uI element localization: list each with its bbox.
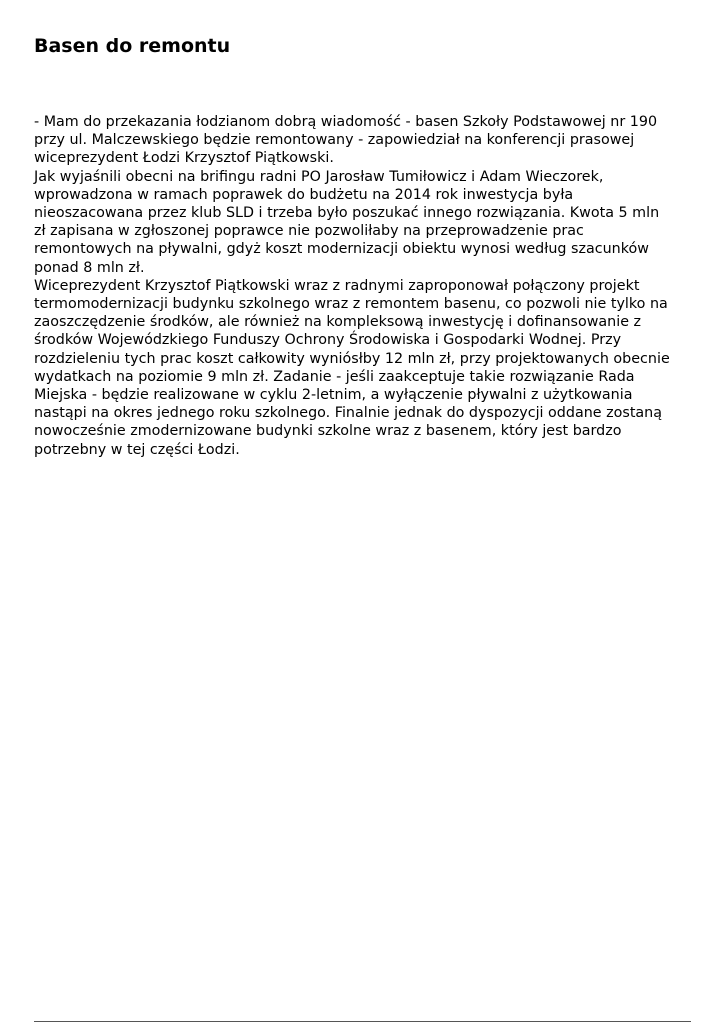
article-line: wprowadzona w ramach poprawek do budżetu na 2014 rok inwestycja była <box>34 186 574 203</box>
article-title: Basen do remontu <box>34 35 231 57</box>
article-line: potrzebny w tej części Łodzi. <box>34 441 240 458</box>
article-line: wydatkach na poziomie 9 mln zł. Zadanie - jeśli zaakceptuje takie rozwiązanie Rada <box>34 368 635 385</box>
article-line: nastąpi na okres jednego roku szkolnego. Finalnie jednak do dyspozycji oddane zostaną <box>34 405 663 422</box>
article-line: zaoszczędzenie środków, ale również na kompleksową inwestycję i dofinansowanie z <box>34 314 642 331</box>
article-line: Miejska - będzie realizowane w cyklu 2-letnim, a wyłączenie pływalni z użytkowania <box>34 387 633 404</box>
article-line: zł zapisana w zgłoszonej poprawce nie pozwoliłaby na przeprowadzenie prac <box>34 223 584 240</box>
article-line: wiceprezydent Łodzi Krzysztof Piątkowski. <box>34 150 334 167</box>
article-line: Jak wyjaśnili obecni na brifingu radni PO Jarosław Tumiłowicz i Adam Wieczorek, <box>34 168 604 185</box>
article-line: nowocześnie zmodernizowane budynki szkolne wraz z basenem, który jest bardzo <box>34 423 622 440</box>
article-line: - Mam do przekazania łodzianom dobrą wiadomość - basen Szkoły Podstawowej nr 190 <box>34 114 658 130</box>
article-line: termomodernizacji budynku szkolnego wraz z remontem basenu, co pozwoli nie tylko na <box>34 296 668 313</box>
article-line: nieoszacowana przez klub SLD i trzeba było poszukać innego rozwiązania. Kwota 5 mln <box>34 205 660 222</box>
article-line: remontowych na pływalni, gdyż koszt modernizacji obiektu wynosi według szacunków <box>34 241 649 258</box>
article-body <box>34 113 704 459</box>
article-line: Wiceprezydent Krzysztof Piątkowski wraz z radnymi zaproponował połączony projekt <box>34 277 640 294</box>
footer-divider <box>34 1021 691 1022</box>
article-line: przy ul. Malczewskiego będzie remontowany - zapowiedział na konferencji prasowej <box>34 132 635 149</box>
article-line: środków Wojewódzkiego Funduszy Ochrony Środowiska i Gospodarki Wodnej. Przy <box>34 332 622 349</box>
article-line: ponad 8 mln zł. <box>34 259 145 276</box>
article-line: rozdzieleniu tych prac koszt całkowity wyniósłby 12 mln zł, przy projektowanych obecnie <box>34 350 670 367</box>
